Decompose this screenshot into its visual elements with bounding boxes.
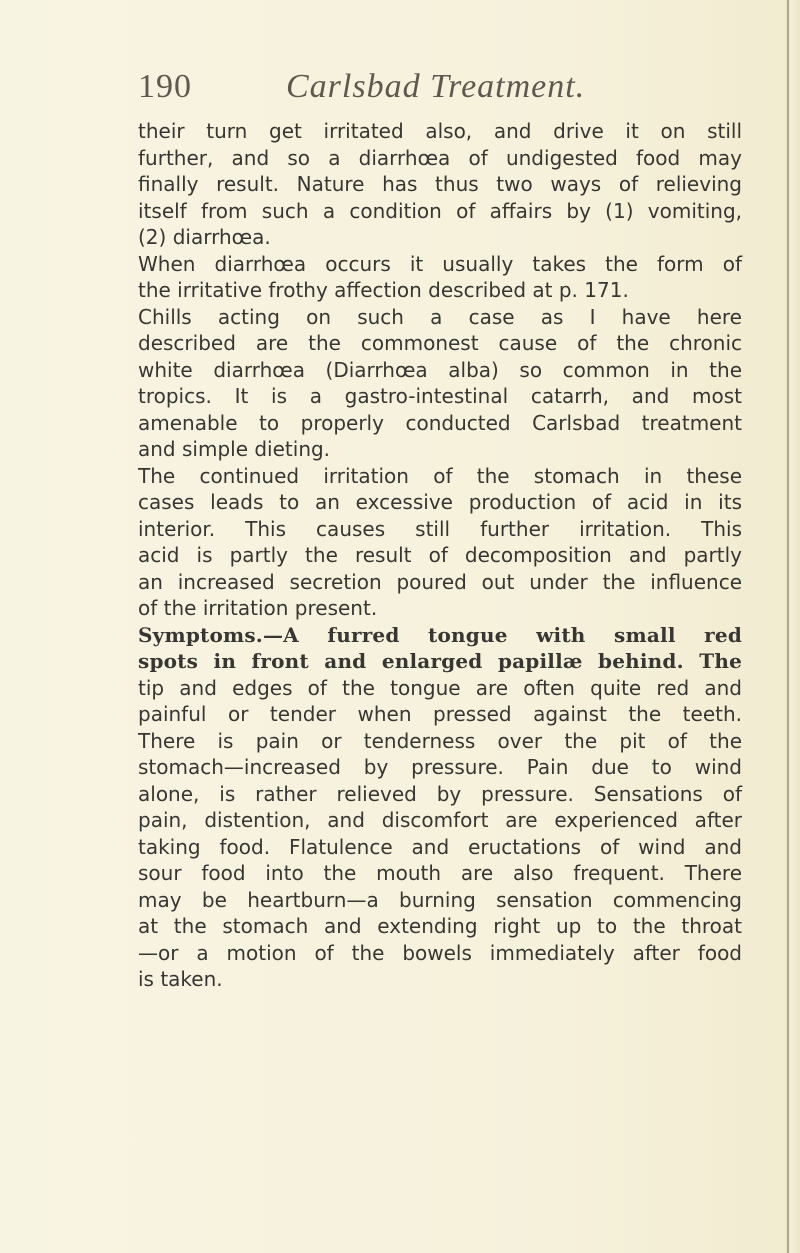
text-line: sour food into the mouth are also frequent. There [138,861,742,885]
text-line: painful or tender when pressed against the teeth. [138,702,742,726]
text-line: amenable to properly conducted Carlsbad treatment [138,410,742,435]
text-line: and simple dieting. [138,437,331,461]
text-line: cases leads to an excessive production of acid in its [138,490,742,514]
text-line: stomach—increased by pressure. Pain due to wind [138,755,742,779]
text-line: (2) diarrhœa. [138,225,271,249]
text-line: —or a motion of the bowels immediately after food [138,940,742,965]
text-line: is taken. [138,967,223,991]
page-header [138,68,698,110]
text-line: may be heartburn—a burning sensation commencing [138,887,742,912]
text-line: Chills acting on such a case as I have here [138,304,742,329]
symptoms-bold-line: spots in front and enlarged papillæ behind. The [138,649,742,673]
running-title: Carlsbad Treatment. [286,68,586,105]
text-line: at the stomach and extending right up to the throat [138,914,742,938]
text-line: described are the commonest cause of the chronic [138,331,742,355]
text-line: of the irritation present. [138,596,378,620]
text-line: itself from such a condition of affairs by (1) vomiting, [138,198,742,223]
text-line: The continued irritation of the stomach in these [138,463,742,488]
body-text [138,118,742,1178]
text-line: finally result. Nature has thus two ways of relieving [138,172,742,196]
page-number: 190 [138,68,192,105]
text-line: taking food. Flatulence and eructations of wind and [138,834,742,859]
text-line: white diarrhœa (Diarrhœa alba) so common in the [138,357,742,382]
text-line: their turn get irritated also, and drive it on still [138,119,742,143]
page-divider-line [787,0,789,1253]
symptoms-heading-line: Symptoms.—A furred tongue with small red [138,622,742,647]
text-line: alone, is rather relieved by pressure. Sensations of [138,781,742,806]
text-line: further, and so a diarrhœa of undigested food may [138,145,742,170]
text-line: tip and edges of the tongue are often quite red and [138,675,742,700]
text-line: pain, distention, and discomfort are experienced after [138,808,742,832]
text-line: When diarrhœa occurs it usually takes the form of [138,251,742,276]
text-line: an increased secretion poured out under the influence [138,569,742,594]
text-line: tropics. It is a gastro-intestinal catarrh, and most [138,384,742,408]
text-line: acid is partly the result of decomposition and partly [138,543,742,567]
text-line: There is pain or tenderness over the pit of the [138,728,742,753]
text-line: interior. This causes still further irritation. This [138,516,742,541]
text-line: the irritative frothy affection described at p. 171. [138,278,629,302]
